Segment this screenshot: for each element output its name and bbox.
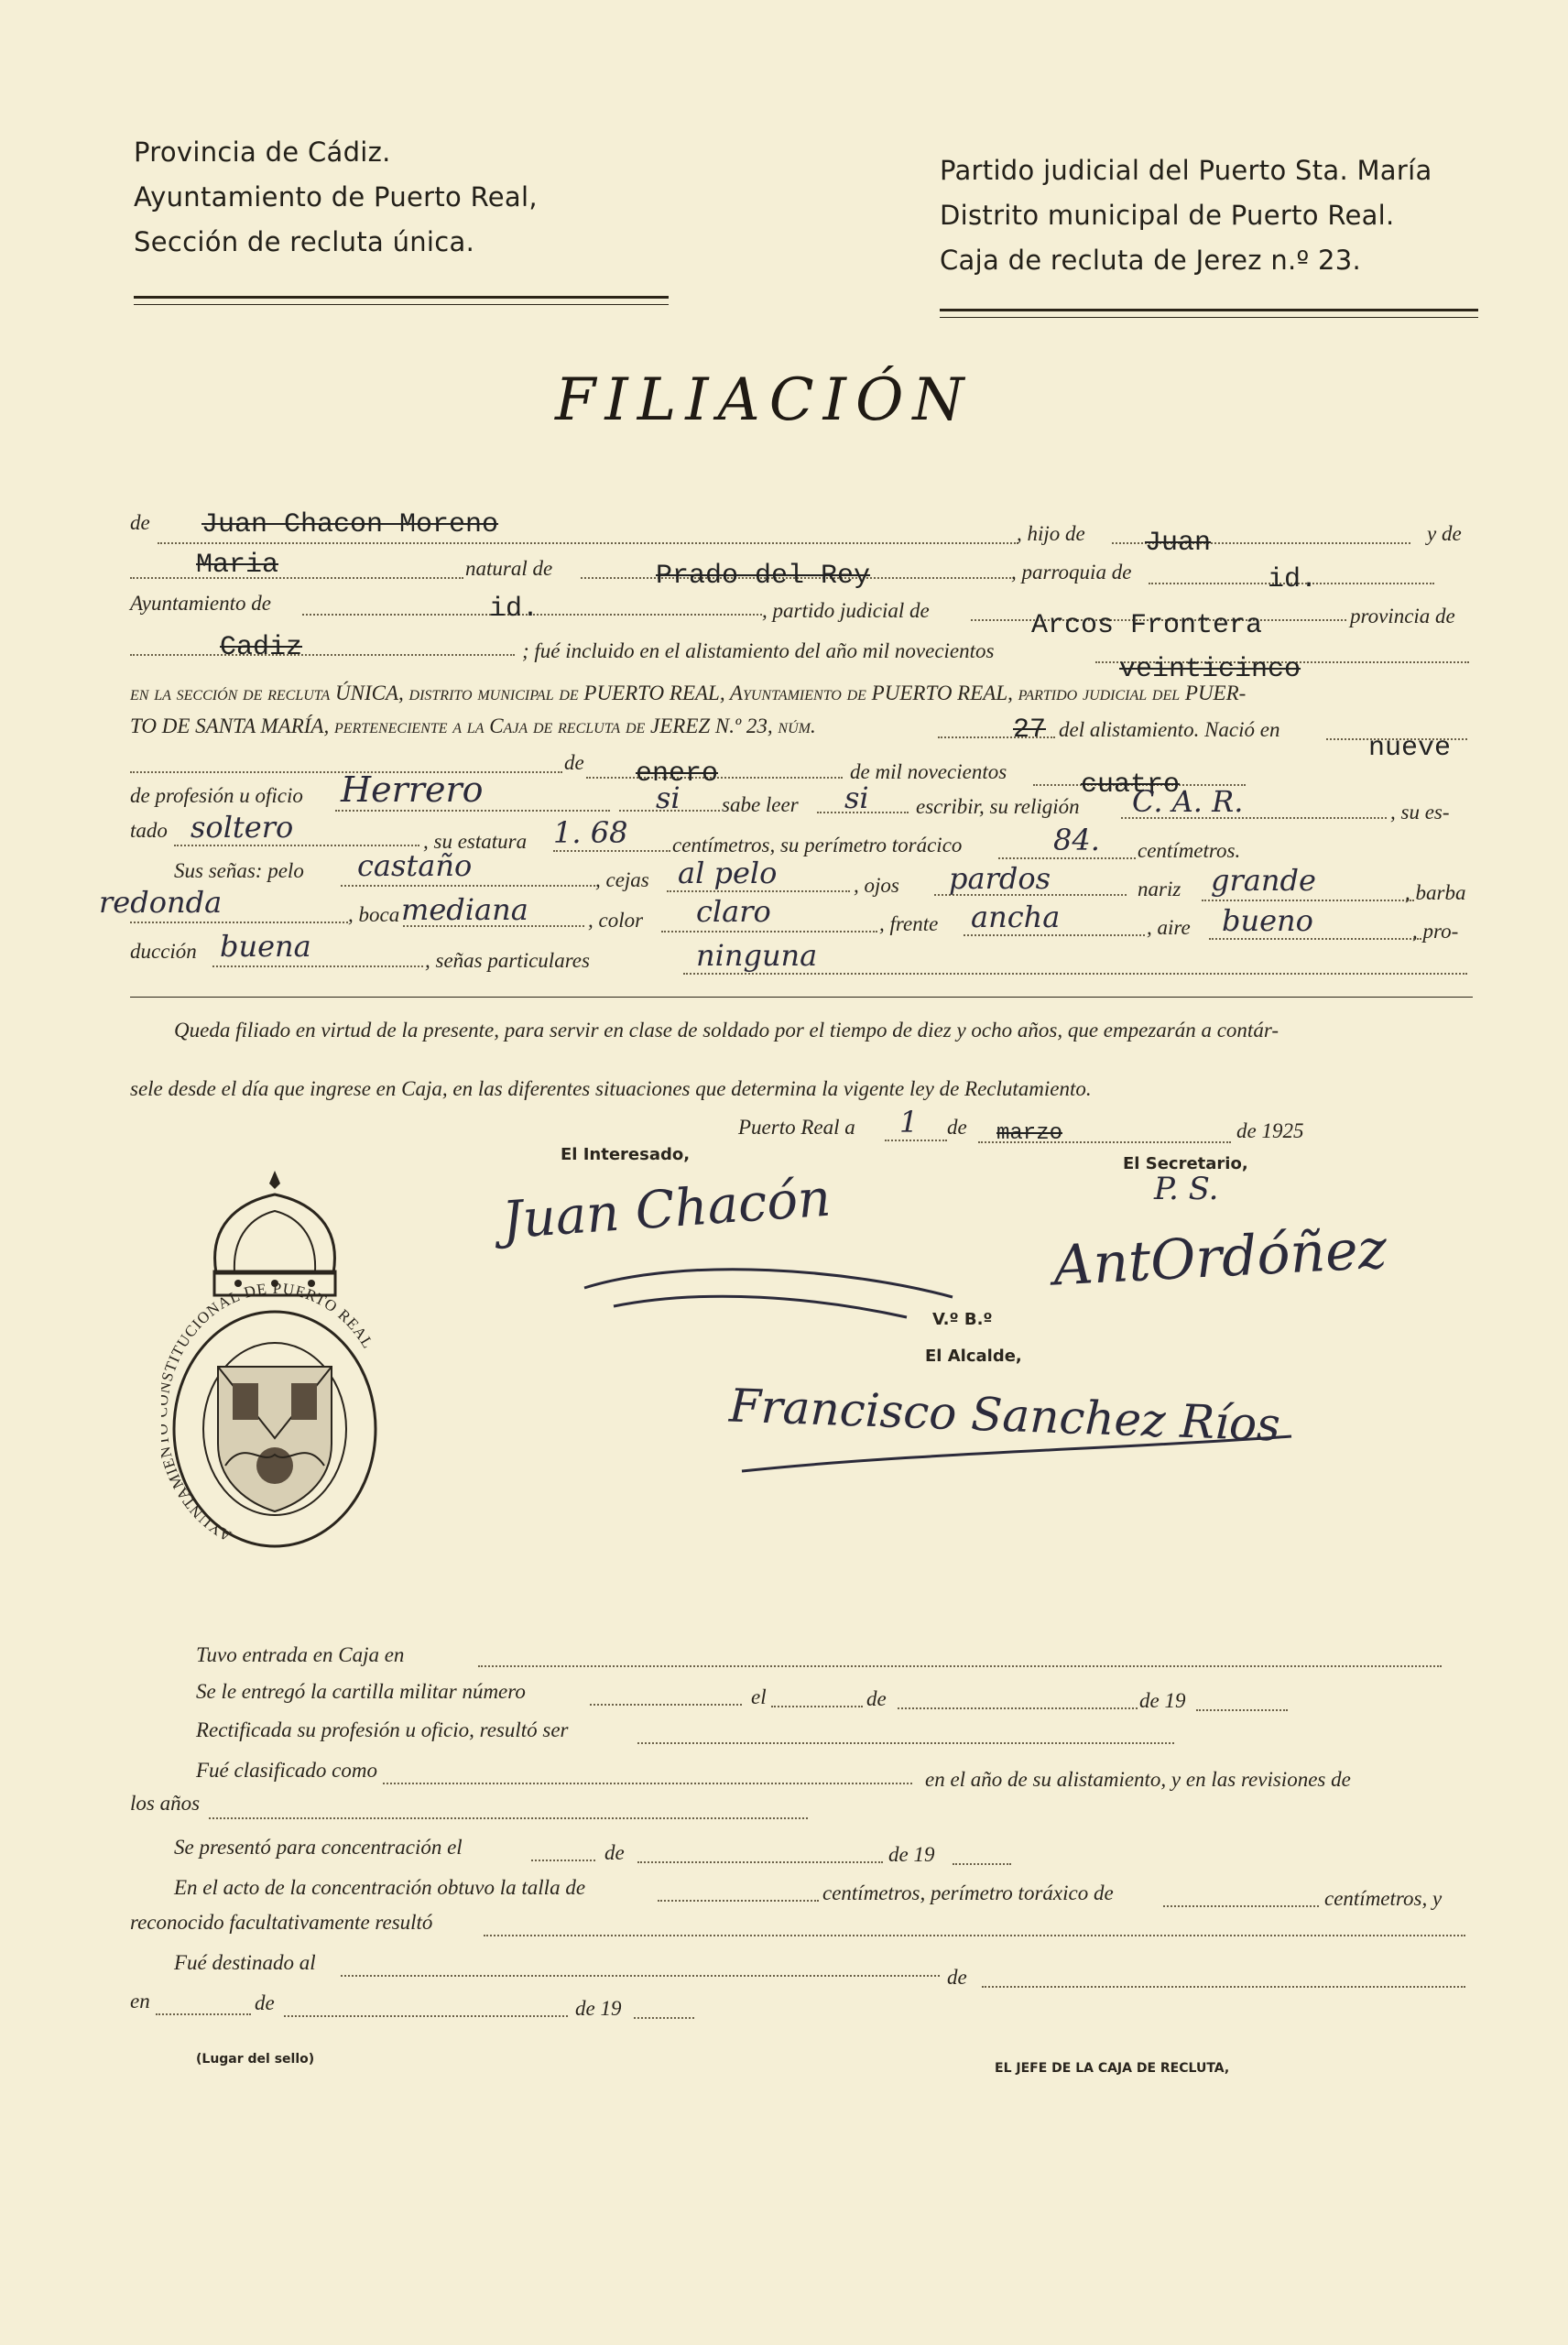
field-line-estado [174,845,419,846]
field-line-color [661,931,877,933]
label-se-presento: Se presentó para concentración el [174,1836,463,1859]
label-de-b: de [866,1687,887,1710]
label-senas-particulares: , señas particulares [425,949,590,972]
signature-secretario: AntOrdóñez [1051,1216,1388,1299]
field-estado: soltero [191,810,294,845]
signature-alcalde-flourish [733,1429,1301,1493]
label-color: , color [588,909,644,932]
label-cejas: , cejas [595,868,649,891]
field-profesion: Herrero [341,769,484,810]
field-cejas: al pelo [678,856,778,890]
field-line-pelo [341,885,595,887]
label-el-alcalde: El Alcalde, [925,1347,1022,1366]
header-left-line1: Provincia de Cádiz. [134,136,391,168]
label-provincia-de: provincia de [1350,605,1455,627]
page-title: FILIACIÓN [555,366,974,434]
field-line-barba [130,922,348,923]
label-se-le-entrego: Se le entregó la cartilla militar número [196,1680,526,1703]
header-right [940,148,1432,283]
label-de-mil-novecientos: de mil novecientos [850,760,1007,783]
field-line-cartilla-numero [590,1704,742,1706]
label-su-es: , su es- [1390,801,1450,823]
header-left-line3: Sección de recluta única. [134,226,475,257]
label-ayuntamiento-de: Ayuntamiento de [130,592,271,615]
label-rectificada: Rectificada su profesión u oficio, resultó ser [196,1718,569,1741]
field-nariz: grande [1211,863,1316,898]
field-padre: Juan [1145,528,1212,559]
field-provincia: Cadiz [220,632,303,663]
label-fue-clasificado: Fué clasificado como [196,1759,378,1782]
seal-ring-text: AYUNTAMI TITUCIONAL DE PUERTO REAL [161,1279,377,1545]
field-line-talla [658,1900,819,1902]
label-puerto-real-a: Puerto Real a [738,1116,855,1139]
field-line-en [156,2013,251,2015]
field-line-nariz [1202,900,1414,901]
label-barba: , barba [1405,881,1466,904]
header-left-rule-top [134,296,669,299]
field-perimetro: 84. [1053,823,1100,857]
signature-interesado-flourish [577,1260,962,1325]
label-centimetros-perimetro: centímetros, su perímetro torácico [672,834,963,856]
seal [161,1163,388,1548]
label-del-alistamiento: del alistamiento. Nació en [1059,718,1280,741]
field-ano-nacimiento: cuatro [1081,769,1181,801]
field-line-cartilla-dia [771,1706,863,1707]
label-cent-y: centímetros, y [1324,1887,1443,1910]
field-religion: C. A. R. [1132,784,1244,819]
field-line-rectificada [637,1742,1174,1744]
label-de19-b: de 19 [888,1843,935,1866]
label-fue-destinado: Fué destinado al [174,1951,316,1974]
field-aire: bueno [1222,903,1313,938]
label-queda-2: sele desde el día que ingrese en Caja, en las diferentes situaciones que determina la vigente ley de Reclutamiento. [130,1077,1092,1100]
field-line-frente [964,934,1145,936]
field-line-concentracion-ano [953,1863,1011,1865]
label-partido-judicial-de: , partido judicial de [762,599,930,622]
label-en: en [130,1990,150,2012]
section-divider [130,997,1473,998]
field-line-profesion [335,810,610,812]
field-line-reconocido [484,1935,1465,1936]
field-parroquia: id. [1268,564,1318,595]
field-mes-firma: marzo [996,1121,1063,1146]
field-line-madre [130,577,463,579]
field-mes-nacimiento: enero [636,758,719,790]
header-left-line2: Ayuntamiento de Puerto Real, [134,181,538,213]
label-tado: tado [130,819,168,842]
field-madre: Maria [196,550,279,581]
field-numero: 27 [1013,714,1047,746]
label-centimetros: centímetros. [1138,839,1241,862]
label-los-anos: los años [130,1792,201,1815]
field-ayuntamiento: id. [489,594,539,625]
label-en-el-ano: en el año de su alistamiento, y en las revisiones de [925,1768,1351,1791]
field-natural: Prado del Rey [656,561,871,592]
signature-alcalde: Francisco Sanchez Ríos [728,1379,1281,1452]
field-line-dia-firma [885,1140,947,1141]
field-boca: mediana [401,892,528,927]
signature-interesado: Juan Chacón [500,1168,833,1251]
label-de: de [130,511,150,534]
field-nombre: Juan Chacon Moreno [201,509,499,540]
label-tuvo-entrada: Tuvo entrada en Caja en [196,1643,405,1666]
header-right-line2: Distrito municipal de Puerto Real. [940,200,1395,231]
label-reconocido: reconocido facultativamente resultó [130,1911,433,1934]
label-jefe-caja: EL JEFE DE LA CAJA DE RECLUTA, [995,2061,1230,2076]
label-vb: V.º B.º [932,1310,993,1329]
label-y-de: y de [1427,522,1462,545]
label-profesion: de profesión u oficio [130,784,303,807]
field-produccion: buena [220,929,311,964]
label-fue-incluido: ; fué incluido en el alistamiento del año mil novecientos [522,639,995,662]
label-boca: , boca [348,903,400,926]
label-de19-c: de 19 [575,1997,622,2020]
seal-emblem-icon [161,1163,388,1548]
field-senas-particulares: ninguna [696,938,818,973]
label-su-estatura: , su estatura [423,830,528,853]
header-right-line1: Partido judicial del Puerto Sta. María [940,155,1432,186]
field-line-tuvo-entrada [478,1665,1442,1667]
label-de19: de 19 [1139,1689,1186,1712]
label-aire: , aire [1147,916,1191,939]
label-el: el [751,1685,767,1708]
field-dia-firma: 1 [899,1105,919,1140]
label-sabe-leer: sabe leer [722,793,799,816]
field-line-destinado-2 [982,1986,1465,1988]
label-hijo-de: , hijo de [1017,522,1085,545]
header-right-rule-bottom [940,317,1478,318]
label-en-el-acto: En el acto de la concentración obtuvo la talla de [174,1876,586,1899]
field-line-senas-particulares [683,973,1467,975]
field-line-estatura [553,850,670,852]
field-line-concentracion-mes [637,1861,883,1863]
field-line-los-anos [209,1817,808,1819]
field-sabe-leer: si [656,780,681,815]
label-escribir: escribir, su religión [916,795,1080,818]
label-nariz: nariz [1138,878,1181,900]
label-senas-pelo: Sus señas: pelo [174,859,304,882]
label-de2: de [564,751,584,774]
field-escribir: si [844,780,869,815]
field-line-en-mes [284,2015,568,2017]
field-line-clasificado [383,1783,912,1784]
label-duccion: ducción [130,940,197,963]
label-de-a: de [947,1116,967,1139]
label-cent-perim: centímetros, perímetro toráxico de [822,1881,1114,1904]
field-line-perimetro [998,857,1136,859]
field-estatura: 1. 68 [553,815,628,850]
field-color: claro [696,894,771,929]
field-line-perimetro-concentracion [1163,1905,1319,1907]
field-pelo: castaño [357,848,473,883]
label-de-c: de [604,1841,625,1864]
field-line-destinado [341,1975,940,1977]
label-pro: , pro- [1412,920,1459,943]
label-ojos: , ojos [854,874,899,897]
field-line-cartilla-mes [898,1707,1138,1709]
label-el-secretario: El Secretario, [1123,1154,1248,1173]
field-line-en-ano [634,2017,694,2019]
header-left [134,130,538,265]
field-line-cejas [667,890,850,892]
field-ano-alistamiento: veinticinco [1119,654,1301,685]
field-line-provincia [130,654,515,656]
field-line-concentracion-dia [531,1860,595,1861]
field-line-aire [1209,938,1421,940]
field-barba: redonda [99,885,223,920]
label-de-e: de [255,1991,275,2014]
field-line-produccion [212,965,423,967]
label-el-interesado: El Interesado, [561,1145,691,1164]
label-de-1925: de 1925 [1236,1119,1304,1142]
label-parroquia-de: , parroquia de [1011,561,1132,584]
label-natural-de: natural de [465,557,553,580]
field-line-nombre [158,542,1018,544]
label-queda-1: Queda filiado en virtud de la presente, para servir en clase de soldado por el tiempo de diez y ocho años, que empezarán a contár- [174,1019,1279,1042]
header-right-line3: Caja de recluta de Jerez n.º 23. [940,245,1362,276]
field-dia-nacimiento: nueve [1368,733,1452,764]
label-seccion-line: en la sección de recluta ÚNICA, distrito municipal de PUERTO REAL, Ayuntamiento de PUERTO REAL, partido judicial del PUER- [130,682,1247,704]
header-left-rule-bottom [134,304,669,305]
label-de-d: de [947,1966,967,1989]
label-frente: , frente [879,912,939,935]
field-partido-judicial: Arcos Frontera [1031,610,1263,641]
field-line-cartilla-ano [1196,1709,1288,1711]
label-lugar-sello: (Lugar del sello) [196,2052,315,2067]
signature-secretario-pp: P. S. [1154,1171,1219,1207]
field-frente: ancha [971,900,1061,934]
label-to-de-santa: TO DE SANTA MARÍA, perteneciente a la Caja de recluta de JEREZ N.º 23, núm. [130,714,816,737]
field-ojos: pardos [949,861,1051,896]
header-right-rule-top [940,309,1478,311]
